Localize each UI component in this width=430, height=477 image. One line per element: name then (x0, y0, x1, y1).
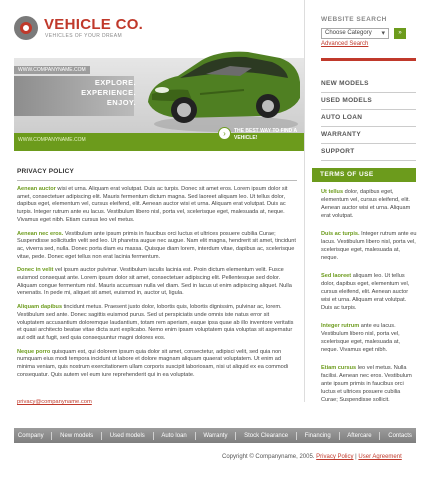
paragraph-text: vel ipsum auctor pulvinar. Vestibulum iaculis lacinia est. Proin dictum elementum velit. Fusce euismod consequat ante. Lorem ipsum dolor sit amet, consectetuer adipiscing elit. Pellentesque sed dolor. Aliquam congue fermentum nisl. Mauris accumsan nulla vel diam. Sed in lacus ut enim adipiscing aliquet. Nulla venenatis. In pede mi, aliquet sit amet, euismod in, auctor ut, ligula. (17, 267, 292, 297)
footer-link-aftercare[interactable]: Aftercare (347, 432, 372, 439)
policy-body (17, 186, 298, 385)
footer-separator (153, 432, 154, 440)
category-select[interactable]: Choose Category ▾ (321, 28, 389, 39)
policy-paragraph (17, 304, 298, 343)
footer-link-company[interactable]: Company (17, 432, 44, 439)
terms-item-lead: Sed laoreet (321, 273, 352, 279)
arrow-right-icon: › (218, 127, 231, 140)
footer-link-financing[interactable]: Financing (304, 432, 331, 439)
policy-paragraph (17, 231, 298, 262)
sidebar-nav (321, 76, 416, 161)
paragraph-lead: Donec in velit (17, 267, 54, 274)
footer-separator (101, 432, 102, 440)
copyright-line (222, 454, 402, 460)
footer-link-used-models[interactable]: Used models (109, 432, 145, 439)
sidebar-item-support[interactable]: SUPPORT (321, 144, 416, 161)
policy-paragraph (17, 186, 298, 225)
terms-item (321, 364, 417, 404)
paragraph-lead: Neque porro (17, 348, 51, 355)
terms-item-text: dolor, dapibus eget, elementum vel, cursus eleifend, elit. Aenean auctor wisi et urna. Aliquam erat volutpat. (321, 189, 411, 219)
privacy-policy-link[interactable]: Privacy Policy (316, 454, 354, 460)
brand-title: VEHICLE CO. (44, 16, 144, 33)
hero-tag-enjoy: ENJOY. (106, 98, 136, 107)
privacy-email-link[interactable]: privacy@companyname.com (17, 399, 92, 405)
terms-item-text: ante eu lacus. Vestibulum libero nisl, porta vel, scelerisque eget, malesuada at, neque. Vivamus eget nibh. (321, 323, 400, 353)
column-divider (304, 0, 305, 402)
terms-item-text: Integer rutrum ante eu lacus. Vestibulum libero nisl, porta vel, scelerisque eget, malesuada at, neque. (321, 231, 417, 261)
paragraph-text: Vestibulum ante ipsum primis in faucibus orci luctus et ultrices posuere cubilia Curae; Suspendisse sollicitudin velit sed leo. Ut pharetra augue nec augue. Nam elit magna, hendrerit sit amet, tincidunt ac, viverra sed, nulla. Donec porta diam eu massa. Quisque diam lorem, interdum vitae, dapibus ac, scelerisque vitae, pede. Donec eget tellus non erat lacinia fermentum. (17, 230, 296, 260)
policy-paragraph (17, 349, 298, 380)
paragraph-lead: Aliquam dapibus (17, 304, 63, 311)
search-go-button[interactable]: » (394, 28, 406, 39)
paragraph-lead: Aenean auctor (17, 186, 56, 192)
terms-item-text: leo vel metus. Nulla facilisi. Aenean nec eros. Vestibulum ante ipsum primis in faucibus orci luctus et ultrices posuere cubilia Curae; Suspendisse sollicit. (321, 365, 412, 403)
footer-separator (195, 432, 196, 440)
terms-heading: TERMS OF USE (320, 171, 374, 178)
search-heading: WEBSITE SEARCH (321, 16, 387, 23)
terms-item-text: aliquam leo. Ut tellus dolor, dapibus eget, elementum vel, cursus eleifend, elit. Aenean auctor wisi et urna. Aliquam erat volutpat. Duis ac turpis. (321, 273, 410, 311)
footer-link-contacts[interactable]: Contacts (388, 432, 412, 439)
terms-item-lead: Etiam cursus (321, 365, 357, 371)
hero-url: WWW.COMPANYNAME.COM (14, 66, 90, 74)
hero-tag-experience: EXPERIENCE. (81, 88, 136, 97)
sidebar-item-used-models[interactable]: USED MODELS (321, 93, 416, 110)
footer-link-warranty[interactable]: Warranty (203, 432, 228, 439)
sidebar-item-warranty[interactable]: WARRANTY (321, 127, 416, 144)
hero-tagline (72, 78, 136, 108)
sidebar-item-auto-loan[interactable]: AUTO LOAN (321, 110, 416, 127)
terms-item (321, 230, 417, 262)
page-title: PRIVACY POLICY (17, 168, 75, 175)
terms-list (321, 188, 417, 414)
sidebar-red-divider (321, 58, 416, 61)
hero-tag-explore: EXPLORE. (94, 78, 136, 87)
find-vehicle-cta[interactable] (218, 127, 298, 149)
copyright-text: Copyright © Companyname, 2005. (222, 454, 315, 460)
title-underline (17, 180, 297, 181)
paragraph-lead: Aenean nec eros. (17, 230, 64, 237)
policy-paragraph (17, 267, 298, 298)
terms-item-lead: Integer rutrum (321, 323, 360, 329)
footer-pipe: | (355, 454, 357, 460)
paragraph-text: tincidunt metus. Praesent justo dolor, lobortis quis, lobortis dignissim, pulvinar ac, lorem. Vestibulum sed ante. Donec sagittis euismod purus. Sed ut perspiciatis unde omnis iste natus error sit voluptatem accusantium doloremque laudantium, totam rem aperiam, eaque ipsa quae ab illo inventore veritatis et quasi architecto beatae vitae dicta sunt explicabo. Nemo enim ipsam voluptatem quia voluptas sit aspernatur aut odit aut fugit, sed quia consequuntur magni dolores eos. (17, 304, 294, 341)
advanced-search-link[interactable]: Advanced Search (321, 41, 369, 47)
footer-link-new-models[interactable]: New models (60, 432, 94, 439)
wheel-logo-icon (14, 16, 38, 40)
car-image (140, 24, 304, 138)
paragraph-text: quisquam est, qui dolorem ipsum quia dolor sit amet, consectetur, adipisci velit, sed quia non numquam eius modi tempora incidunt ut labore et dolore magnam aliquam quaerat voluptatem. Ut enim ad minima veniam, quis nostrum exercitationem ullam corporis suscipit laboriosam, nisi ut aliquid ex ea commodi consequatur. Quis autem vel eum iure reprehenderit qui in ea voluptate. (17, 348, 289, 378)
footer-separator (379, 432, 380, 440)
footer-nav (14, 428, 416, 443)
footer-separator (296, 432, 297, 440)
user-agreement-link[interactable]: User Agreement (358, 454, 402, 460)
sidebar-item-new-models[interactable]: NEW MODELS (321, 76, 416, 93)
terms-item-lead: Duis ac turpis. (321, 231, 360, 237)
cta-text: THE BEST WAY TO FIND A VEHICLE! (234, 128, 297, 141)
footer-separator (339, 432, 340, 440)
footer-separator (235, 432, 236, 440)
terms-item-lead: Ut tellus (321, 189, 344, 195)
terms-item (321, 272, 417, 312)
paragraph-text: wisi et urna. Aliquam erat volutpat. Duis ac turpis. Donec sit amet eros. Lorem ipsum dolor sit amet, consectetuer adipiscing elit. Mauris fermentum dictum magna. Sed laoreet aliquam leo. Ut tellus dolor, dapibus eget, elementum vel, cursus eleifend, elit. Aenean auctor wisi et urna. Aliquam erat volutpat. Duis ac turpis. Integer rutrum ante eu lacus. Vestibulum libero nisl, porta vel, scelerisque eget, malesuada at, neque. Vivamus eget nibh. Etiam cursus leo vel metus. (17, 186, 288, 223)
footer-link-auto-loan[interactable]: Auto loan (161, 432, 187, 439)
footer-separator (51, 432, 52, 440)
terms-item (321, 188, 417, 220)
terms-item (321, 322, 417, 354)
footer-link-stock-clearance[interactable]: Stock Clearance (244, 432, 289, 439)
brand-tagline: VEHICLES OF YOUR DREAM (45, 33, 123, 39)
green-bar-url: WWW.COMPANYNAME.COM (18, 137, 86, 143)
